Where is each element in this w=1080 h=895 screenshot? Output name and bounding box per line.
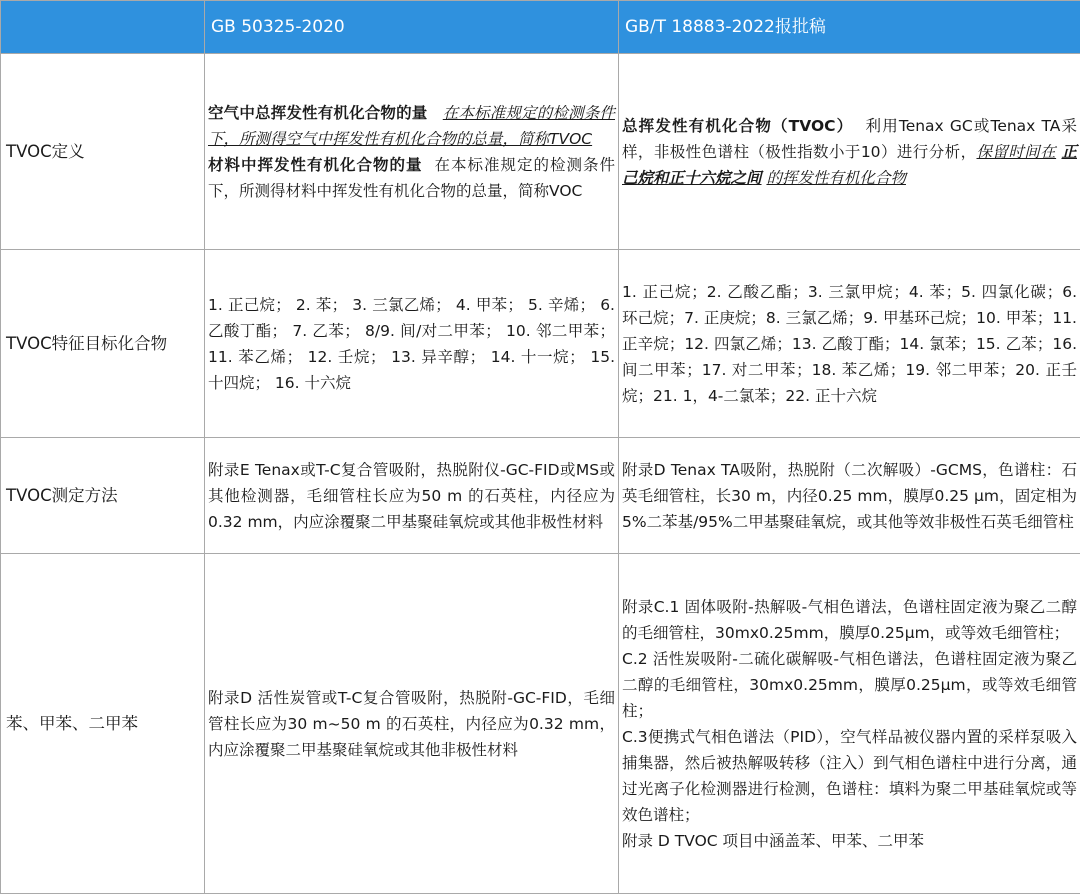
gbt-btx-d: 附录 D TVOC 项目中涵盖苯、甲苯、二甲苯 bbox=[622, 831, 925, 850]
gbt-def-em3: 的挥发性有机化合物 bbox=[766, 168, 906, 187]
row-label: TVOC测定方法 bbox=[1, 438, 205, 554]
gbt-def: 利用Tenax GC或Tenax TA采样，非极性色谱柱（极性指数小于10）进行分析， bbox=[622, 116, 1077, 161]
header-gb50325: GB 50325-2020 bbox=[205, 1, 619, 54]
gbt-compounds-cell: 1. 正己烷；2. 乙酸乙酯；3. 三氯甲烷；4. 苯；5. 四氯化碳；6. 环己烷；7. 正庚烷；8. 三氯乙烯；9. 甲基环己烷；10. 甲苯；11. 正辛烷；12. 四氯乙烯；13. 乙酸丁酯；14. 氯苯；15. 乙苯；16. 间二甲苯；17. 对二甲苯；18. 苯乙烯；19. 邻二甲苯；20. 正壬烷；21. 1，4-二氯苯；22. 正十六烷 bbox=[619, 250, 1080, 438]
gbt-term: 总挥发性有机化合物（TVOC） bbox=[622, 116, 854, 135]
row-label: 苯、甲苯、二甲苯 bbox=[1, 554, 205, 894]
gb-btx-cell: 附录D 活性炭管或T-C复合管吸附，热脱附-GC-FID，毛细管柱长应为30 m~50 m 的石英柱，内径应为0.32 mm，内应涂覆聚二甲基聚硅氧烷或其他非极性材料 bbox=[205, 554, 619, 894]
gb-definition-cell bbox=[205, 54, 619, 250]
table-row-tvoc-definition bbox=[1, 54, 1080, 250]
row-label: TVOC定义 bbox=[1, 54, 205, 250]
gbt-btx-c2: C.2 活性炭吸附-二硫化碳解吸-气相色谱法，色谱柱固定液为聚乙二醇的毛细管柱，30mx0.25mm，膜厚0.25µm，或等效毛细管柱； bbox=[622, 649, 1077, 720]
header-gbt18883: GB/T 18883-2022报批稿 bbox=[619, 1, 1080, 54]
table-row-btx bbox=[1, 554, 1080, 894]
header-corner bbox=[1, 1, 205, 54]
gb-compounds-cell: 1. 正己烷； 2. 苯； 3. 三氯乙烯； 4. 甲苯； 5. 辛烯； 6. 乙酸丁酯； 7. 乙苯； 8/9. 间/对二甲苯； 10. 邻二甲苯； 11. 苯乙烯； 12. 壬烷； 13. 异辛醇； 14. 十一烷； 15. 十四烷； 16. 十六烷 bbox=[205, 250, 619, 438]
table-row-target-compounds bbox=[1, 250, 1080, 438]
gbt-def-em2: 正己烷和正十六烷之间 bbox=[622, 142, 1077, 187]
gbt-definition-cell bbox=[619, 54, 1080, 250]
gbt-btx-c3: C.3便携式气相色谱法（PID），空气样品被仪器内置的采样泵吸入捕集器，然后被热解吸转移（注入）到气相色谱柱中进行分离，通过光离子化检测器进行检测，色谱柱：填料为聚二甲基硅氧烷或等效色谱柱； bbox=[622, 727, 1077, 824]
gbt-btx-c1: 附录C.1 固体吸附-热解吸-气相色谱法，色谱柱固定液为聚乙二醇的毛细管柱，30mx0.25mm，膜厚0.25µm，或等效毛细管柱； bbox=[622, 597, 1077, 642]
row-label: TVOC特征目标化合物 bbox=[1, 250, 205, 438]
header-row bbox=[1, 1, 1080, 54]
gb-method-cell: 附录E Tenax或T-C复合管吸附，热脱附仪-GC-FID或MS或其他检测器，毛细管柱长应为50 m 的石英柱，内径应为0.32 mm，内应涂覆聚二甲基聚硅氧烷或其他非极性材料 bbox=[205, 438, 619, 554]
gbt-btx-cell bbox=[619, 554, 1080, 894]
gb-term-material: 材料中挥发性有机化合物的量 bbox=[208, 155, 423, 174]
gb-term-air: 空气中总挥发性有机化合物的量 bbox=[208, 103, 428, 122]
gb-def-air: 在本标准规定的检测条件下，所测得空气中挥发性有机化合物的总量，简称TVOC bbox=[208, 103, 615, 148]
table-row-test-method bbox=[1, 438, 1080, 554]
gbt-def-em1: 保留时间在 bbox=[976, 142, 1057, 161]
gbt-method-cell: 附录D Tenax TA吸附，热脱附（二次解吸）-GCMS，色谱柱：石英毛细管柱，长30 m，内径0.25 mm，膜厚0.25 µm，固定相为5%二苯基/95%二甲基聚硅氧烷，或其他等效非极性石英毛细管柱 bbox=[619, 438, 1080, 554]
gb-def-material: 在本标准规定的检测条件下，所测得材料中挥发性有机化合物的总量，简称VOC bbox=[208, 155, 615, 200]
